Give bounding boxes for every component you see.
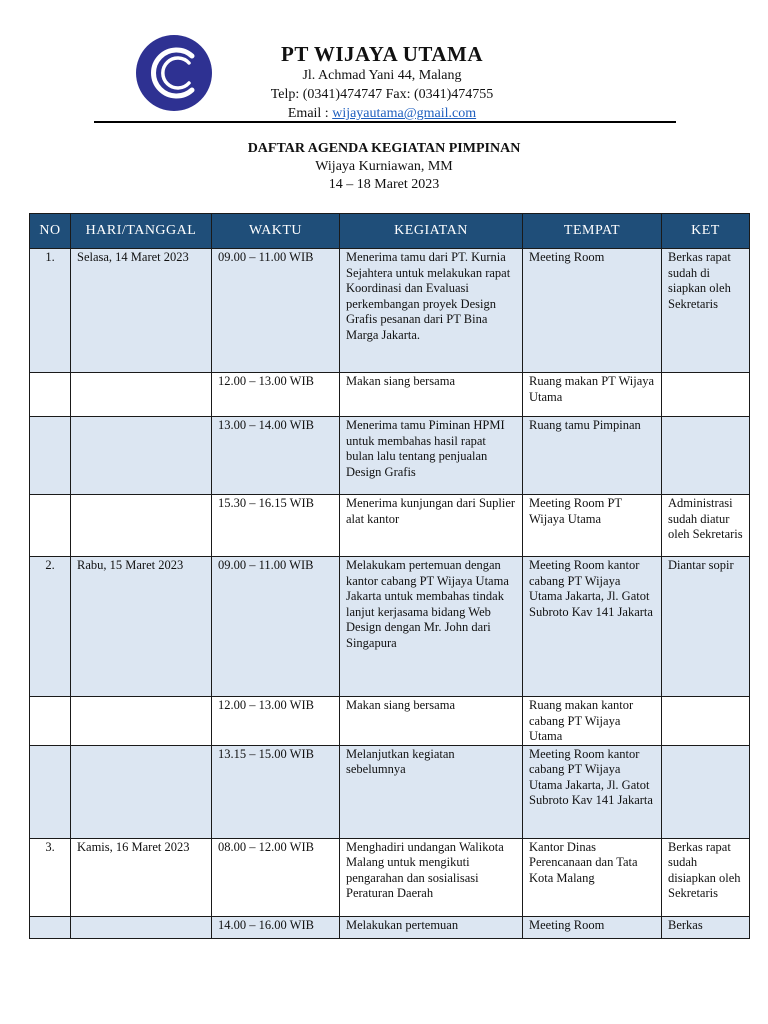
cell-no (30, 417, 71, 495)
cell-note: Berkas rapat sudah di siapkan oleh Sekretaris (662, 249, 750, 373)
cell-note: Berkas (662, 916, 750, 938)
cell-note (662, 697, 750, 746)
cell-place: Kantor Dinas Perencanaan dan Tata Kota Malang (523, 838, 662, 916)
cell-date: Kamis, 16 Maret 2023 (71, 838, 212, 916)
cell-activity: Makan siang bersama (340, 697, 523, 746)
cell-activity: Melakukan pertemuan (340, 916, 523, 938)
cell-place: Ruang makan PT Wijaya Utama (523, 373, 662, 417)
cell-date (71, 697, 212, 746)
document-person: Wijaya Kurniawan, MM (315, 159, 453, 174)
cell-time: 08.00 – 12.00 WIB (212, 838, 340, 916)
cell-activity: Melanjutkan kegiatan sebelumnya (340, 745, 523, 838)
table-row (30, 916, 750, 938)
cell-time: 14.00 – 16.00 WIB (212, 916, 340, 938)
cell-place: Meeting Room kantor cabang PT Wijaya Utama Jakarta, Jl. Gatot Subroto Kav 141 Jakarta (523, 557, 662, 697)
document-title: DAFTAR AGENDA KEGIATAN PIMPINAN (247, 141, 521, 156)
cell-time: 15.30 – 16.15 WIB (212, 495, 340, 557)
letterhead (200, 42, 564, 123)
cell-note (662, 745, 750, 838)
cell-note: Berkas rapat sudah disiapkan oleh Sekretaris (662, 838, 750, 916)
company-address: Jl. Achmad Yani 44, Malang (302, 68, 462, 83)
company-phone: Telp: (0341)474747 Fax: (0341)474755 (270, 87, 494, 102)
cell-activity: Menerima tamu Piminan HPMI untuk membahas hasil rapat bulan lalu tentang penjualan Design Grafis (340, 417, 523, 495)
email-link[interactable]: wijayautama@gmail.com (332, 106, 477, 121)
table-row (30, 557, 750, 697)
cell-activity: Menghadiri undangan Walikota Malang untuk mengikuti pengarahan dan sosialisasi Peraturan Daerah (340, 838, 523, 916)
cell-date (71, 745, 212, 838)
header-divider (94, 121, 676, 123)
table-row (30, 697, 750, 746)
cell-place: Ruang tamu Pimpinan (523, 417, 662, 495)
document-heading (0, 140, 768, 194)
document-period: 14 – 18 Maret 2023 (328, 177, 440, 192)
col-header-place: TEMPAT (523, 214, 662, 249)
cell-place: Meeting Room (523, 249, 662, 373)
table-row (30, 495, 750, 557)
table-row (30, 745, 750, 838)
cell-no (30, 916, 71, 938)
cell-time: 12.00 – 13.00 WIB (212, 697, 340, 746)
agenda-table (29, 213, 750, 939)
col-header-activity: KEGIATAN (340, 214, 523, 249)
cell-activity: Melakukam pertemuan dengan kantor cabang PT Wijaya Utama Jakarta untuk membahas tindak lanjut kerjasama bidang Web Design dengan Mr. John dari Singapura (340, 557, 523, 697)
cell-note (662, 417, 750, 495)
cell-no (30, 697, 71, 746)
cell-note (662, 373, 750, 417)
cell-no: 3. (30, 838, 71, 916)
cell-time: 13.00 – 14.00 WIB (212, 417, 340, 495)
table-row (30, 417, 750, 495)
cell-date: Rabu, 15 Maret 2023 (71, 557, 212, 697)
table-row (30, 838, 750, 916)
cell-date: Selasa, 14 Maret 2023 (71, 249, 212, 373)
cell-time: 13.15 – 15.00 WIB (212, 745, 340, 838)
col-header-date: HARI/TANGGAL (71, 214, 212, 249)
table-row (30, 373, 750, 417)
cell-date (71, 417, 212, 495)
cell-no (30, 745, 71, 838)
cell-no: 2. (30, 557, 71, 697)
cell-note: Diantar sopir (662, 557, 750, 697)
email-label: Email : (287, 106, 333, 121)
cell-place: Ruang makan kantor cabang PT Wijaya Utama (523, 697, 662, 746)
cell-activity: Menerima tamu dari PT. Kurnia Sejahtera untuk melakukan rapat Koordinasi dan Evaluasi perkembangan proyek Design Grafis pesanan dari PT Bina Marga Jakarta. (340, 249, 523, 373)
cell-date (71, 916, 212, 938)
company-name: PT WIJAYA UTAMA (281, 42, 483, 66)
cell-activity: Menerima kunjungan dari Suplier alat kantor (340, 495, 523, 557)
col-header-time: WAKTU (212, 214, 340, 249)
cell-activity: Makan siang bersama (340, 373, 523, 417)
cell-no (30, 495, 71, 557)
table-row (30, 249, 750, 373)
cell-place: Meeting Room PT Wijaya Utama (523, 495, 662, 557)
cell-time: 12.00 – 13.00 WIB (212, 373, 340, 417)
table-header-row (30, 214, 750, 249)
cell-time: 09.00 – 11.00 WIB (212, 557, 340, 697)
cell-time: 09.00 – 11.00 WIB (212, 249, 340, 373)
cell-place: Meeting Room (523, 916, 662, 938)
col-header-note: KET (662, 214, 750, 249)
cell-date (71, 373, 212, 417)
cell-note: Administrasi sudah diatur oleh Sekretaris (662, 495, 750, 557)
cell-no: 1. (30, 249, 71, 373)
col-header-no: NO (30, 214, 71, 249)
cell-place: Meeting Room kantor cabang PT Wijaya Utama Jakarta, Jl. Gatot Subroto Kav 141 Jakarta (523, 745, 662, 838)
cell-no (30, 373, 71, 417)
cell-date (71, 495, 212, 557)
